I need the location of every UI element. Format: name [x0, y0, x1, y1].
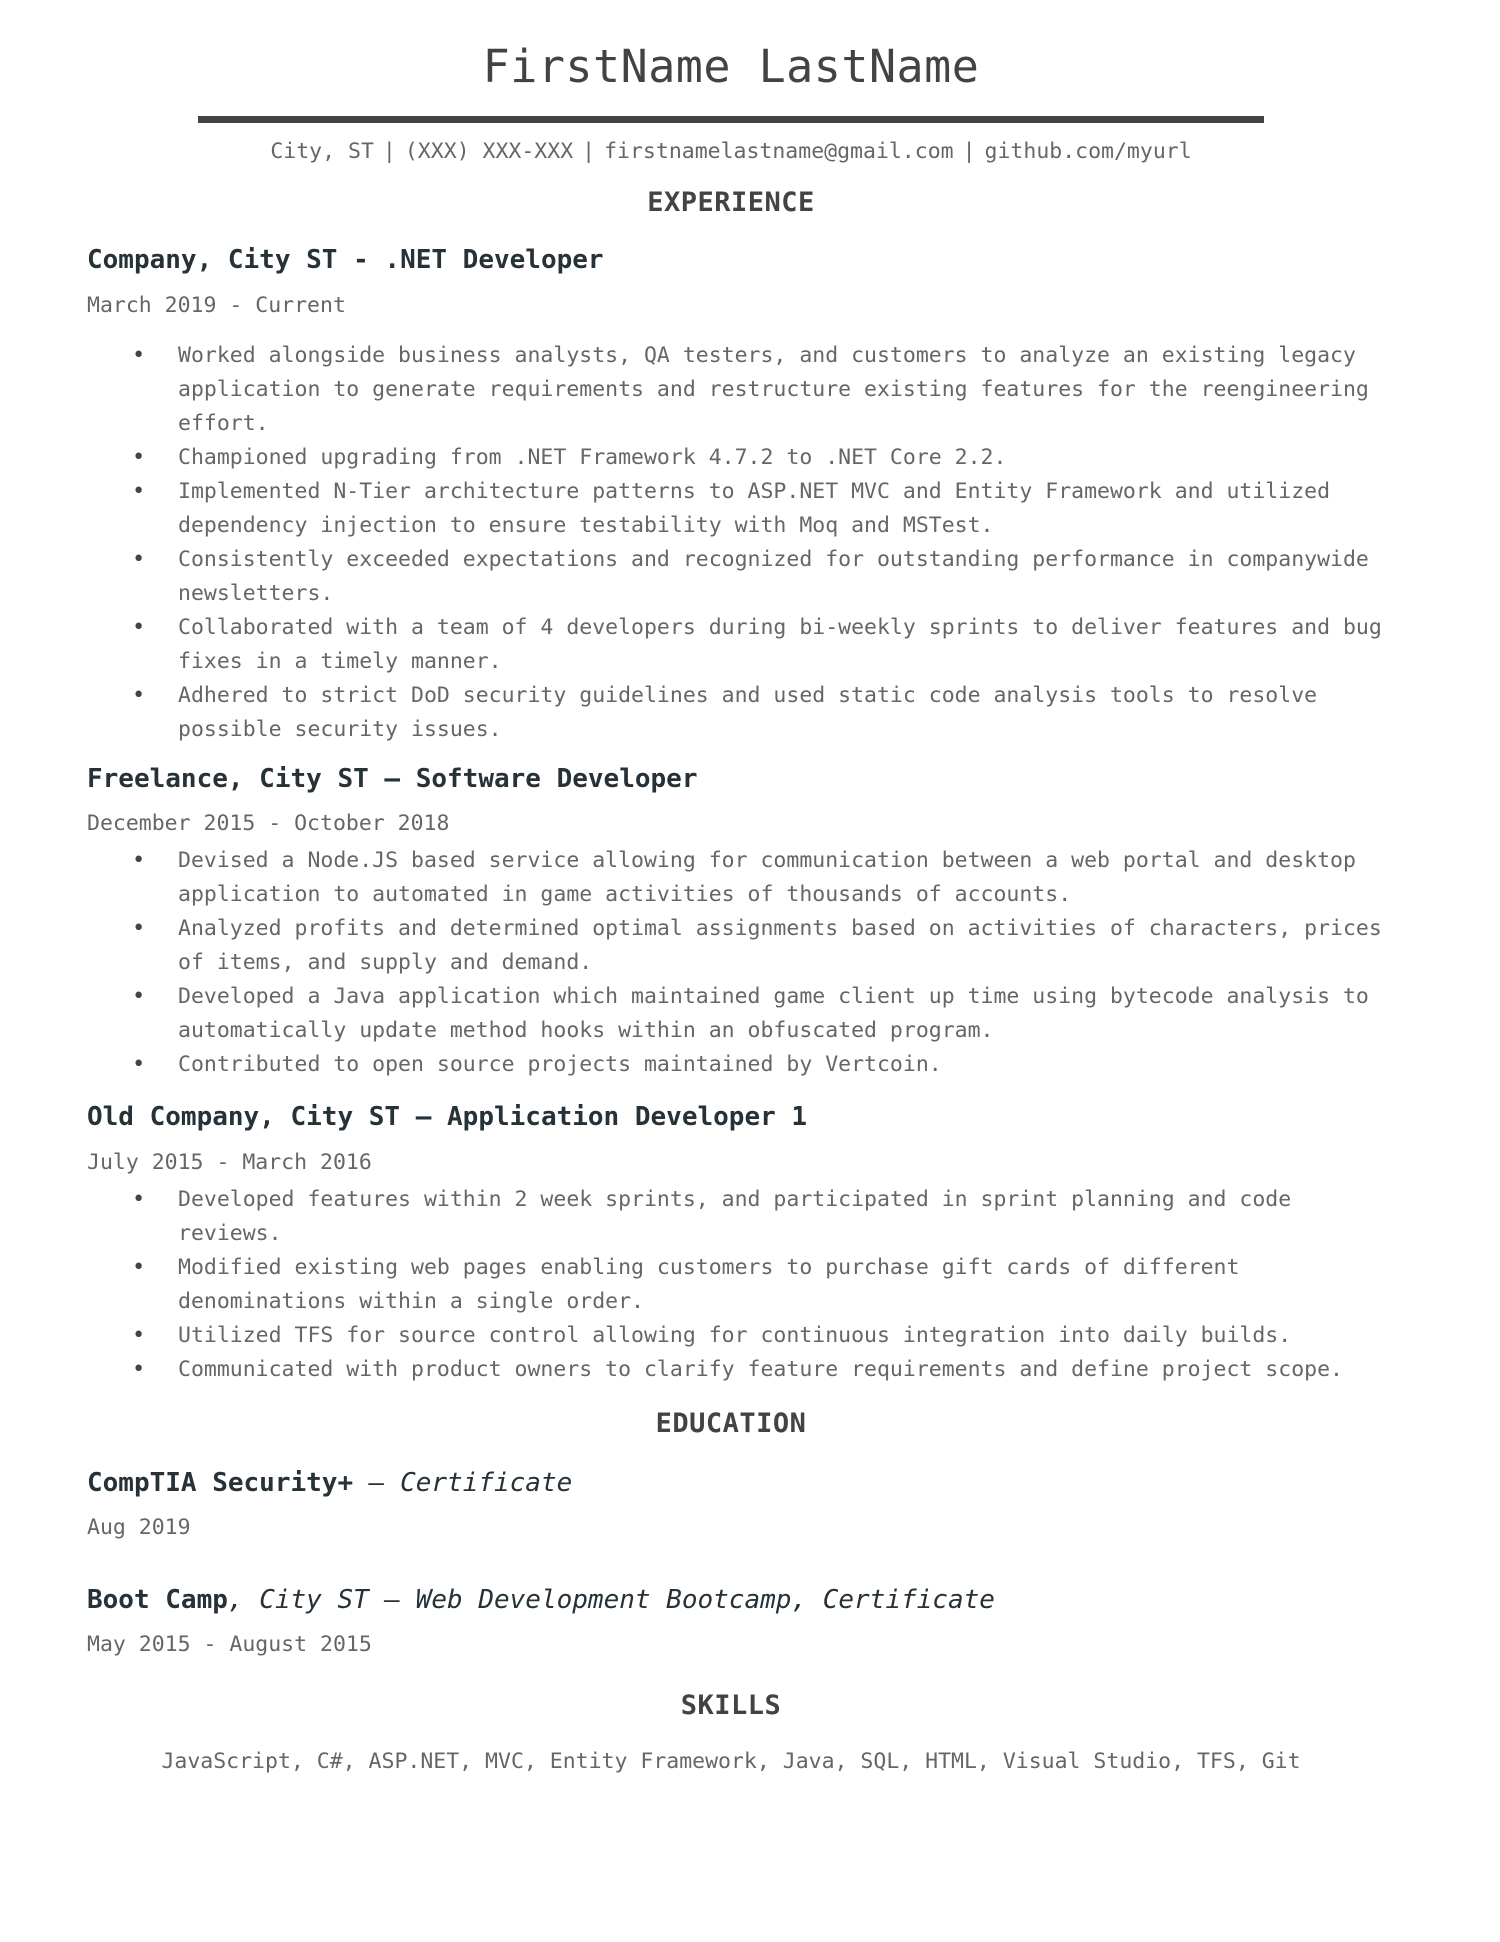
job-dates: July 2015 - March 2016	[87, 1150, 372, 1175]
list-item: • Communicated with product owners to clarify feature requirements and define project scope.	[87, 1353, 1387, 1387]
contact-separator: |	[962, 139, 976, 164]
education-dates: May 2015 - August 2015	[87, 1632, 372, 1657]
list-item: • Adhered to strict DoD security guidelines and used static code analysis tools to resolve possible security issues.	[87, 679, 1387, 747]
job-title: Freelance, City ST — Software Developer	[87, 764, 698, 794]
education-heading: EDUCATION	[655, 1408, 807, 1439]
education-dates: Aug 2019	[87, 1515, 191, 1540]
candidate-name: FirstName LastName	[482, 40, 980, 93]
contact-line	[0, 139, 1462, 164]
contact-separator: |	[382, 139, 396, 164]
skills-list: JavaScript, C#, ASP.NET, MVC, Entity Framework, Java, SQL, HTML, Visual Studio, TFS, Git	[161, 1749, 1301, 1774]
education-name: Boot Camp	[87, 1585, 228, 1615]
list-item: • Modified existing web pages enabling customers to purchase gift cards of different denominations within a single order.	[87, 1251, 1387, 1319]
experience-heading: EXPERIENCE	[647, 187, 815, 218]
contact-location: City, ST	[270, 139, 374, 164]
list-item: • Utilized TFS for source control allowing for continuous integration into daily builds.	[87, 1319, 1387, 1353]
education-entry-title	[87, 1468, 572, 1498]
list-item: • Contributed to open source projects maintained by Vertcoin.	[87, 1048, 1387, 1082]
education-entry-title	[87, 1585, 995, 1615]
list-item: • Championed upgrading from .NET Framework 4.7.2 to .NET Core 2.2.	[87, 441, 1387, 475]
list-item: • Devised a Node.JS based service allowing for communication between a web portal and desktop application to automated in game activities of thousands of accounts.	[87, 844, 1387, 912]
education-name: CompTIA Security+	[87, 1468, 354, 1498]
contact-email[interactable]: firstnamelastname@gmail.com	[604, 139, 954, 164]
job-bullet-list	[87, 844, 1387, 1082]
contact-phone: (XXX) XXX-XXX	[404, 139, 574, 164]
header-divider	[198, 116, 1264, 123]
job-dates: December 2015 - October 2018	[87, 811, 450, 836]
list-item: • Developed features within 2 week sprints, and participated in sprint planning and code reviews.	[87, 1183, 1387, 1251]
list-item: • Analyzed profits and determined optimal assignments based on activities of characters, prices of items, and supply and demand.	[87, 912, 1387, 980]
job-title: Old Company, City ST — Application Developer 1	[87, 1102, 808, 1132]
job-bullet-list	[87, 339, 1387, 747]
contact-separator: |	[582, 139, 596, 164]
job-dates: March 2019 - Current	[87, 293, 346, 318]
contact-website[interactable]: github.com/myurl	[984, 139, 1192, 164]
education-detail: — Certificate	[353, 1468, 573, 1498]
list-item: • Developed a Java application which maintained game client up time using bytecode analysis to automatically update method hooks within an obfuscated program.	[87, 980, 1387, 1048]
education-detail: , City ST — Web Development Bootcamp, Certificate	[227, 1585, 995, 1615]
skills-heading: SKILLS	[680, 1690, 782, 1721]
list-item: • Implemented N-Tier architecture patterns to ASP.NET MVC and Entity Framework and utilized dependency injection to ensure testability with Moq and MSTest.	[87, 475, 1387, 543]
list-item: • Collaborated with a team of 4 developers during bi-weekly sprints to deliver features and bug fixes in a timely manner.	[87, 611, 1387, 679]
job-title: Company, City ST - .NET Developer	[87, 245, 604, 275]
list-item: • Consistently exceeded expectations and recognized for outstanding performance in companywide newsletters.	[87, 543, 1387, 611]
list-item: • Worked alongside business analysts, QA testers, and customers to analyze an existing legacy application to generate requirements and restructure existing features for the reengineering effort.	[87, 339, 1387, 441]
job-bullet-list	[87, 1183, 1387, 1387]
